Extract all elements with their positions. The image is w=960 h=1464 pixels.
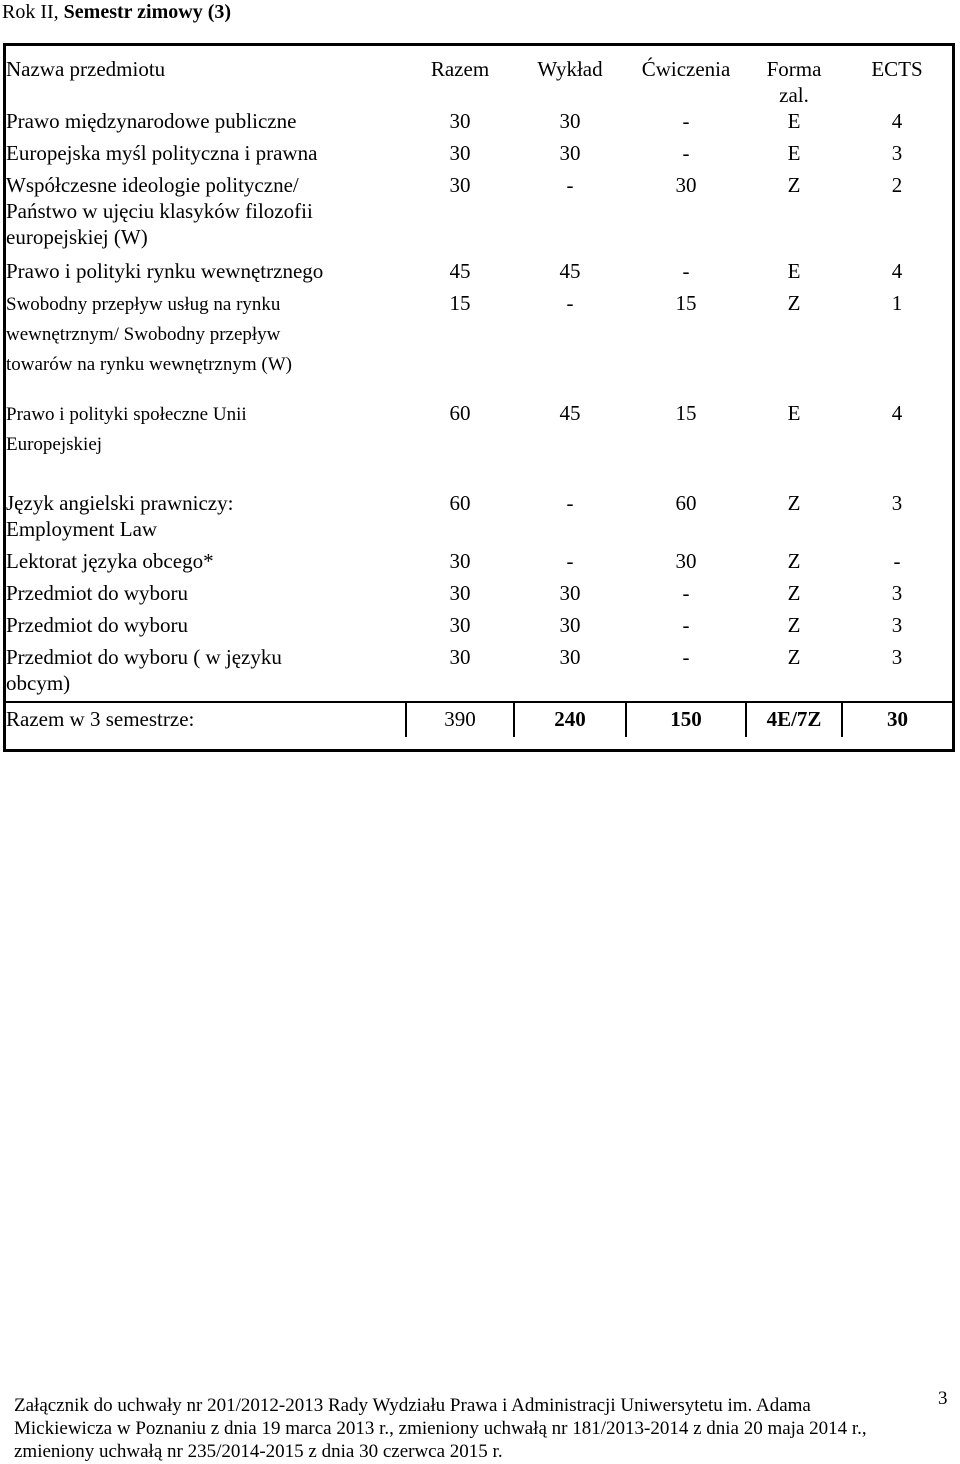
course-name [6, 490, 406, 548]
course-name-line: Państwo w ujęciu klasyków filozofii [6, 199, 313, 223]
course-name-line: Lektorat języka obcego* [6, 549, 214, 573]
course-name [6, 140, 406, 172]
course-name [6, 400, 406, 490]
cell-razem: 30 [449, 613, 471, 637]
heading-semester: Semestr zimowy (3) [63, 1, 232, 23]
footer-line: Mickiewicza w Poznaniu z dnia 19 marca 2013 r., zmieniony uchwałą nr 181/2013-2014 z dnia 20 maja 2014 r., [14, 1418, 867, 1439]
cell-cwiczenia: - [682, 613, 690, 637]
table-row [6, 644, 952, 702]
cell-forma: E [787, 401, 801, 425]
cell-razem: 60 [449, 401, 471, 425]
course-name-line: wewnętrznym/ Swobodny przepływ [6, 324, 281, 345]
cell-razem: 30 [449, 109, 471, 133]
course-name-line: Przedmiot do wyboru [6, 613, 188, 637]
summary-label: Razem w 3 semestrze: [6, 702, 406, 737]
course-table [6, 46, 952, 737]
cell-cwiczenia: 15 [675, 291, 697, 315]
cell-ects: 4 [891, 109, 903, 133]
cell-ects: 4 [891, 259, 903, 283]
course-name [6, 612, 406, 644]
cell-cwiczenia: - [682, 645, 690, 669]
header-cwiczenia: Ćwiczenia [641, 57, 731, 81]
course-name-line: towarów na rynku wewnętrznym (W) [6, 354, 292, 375]
cell-wyklad: 45 [559, 259, 581, 283]
summary-forma: 4E/7Z [746, 702, 842, 737]
course-name-line: Prawo i polityki społeczne Unii [6, 404, 247, 425]
cell-razem: 30 [449, 173, 471, 197]
course-name [6, 290, 406, 400]
header-forma-line2: zal. [779, 83, 809, 107]
header-name: Nazwa przedmiotu [6, 57, 166, 81]
course-name-line: Europejska myśl polityczna i prawna [6, 141, 318, 165]
header-forma-line1: Forma [766, 57, 822, 81]
summary-razem: 390 [406, 702, 514, 737]
cell-cwiczenia: - [682, 259, 690, 283]
summary-ects: 30 [842, 702, 952, 737]
cell-ects: 4 [891, 401, 903, 425]
table-row [6, 400, 952, 490]
course-name-line: europejskiej (W) [6, 225, 148, 249]
cell-forma: Z [787, 549, 801, 573]
cell-ects: 3 [891, 141, 903, 165]
cell-wyklad: 30 [559, 581, 581, 605]
table-row [6, 140, 952, 172]
cell-razem: 45 [449, 259, 471, 283]
cell-cwiczenia: - [682, 141, 690, 165]
cell-razem: 30 [449, 581, 471, 605]
cell-forma: E [787, 259, 801, 283]
cell-forma: Z [787, 613, 801, 637]
table-header-row [6, 46, 952, 108]
cell-razem: 30 [449, 645, 471, 669]
table-row [6, 490, 952, 548]
header-ects: ECTS [871, 57, 923, 81]
cell-ects: 3 [891, 613, 903, 637]
course-name-line: Swobodny przepływ usług na rynku [6, 294, 281, 315]
cell-wyklad: - [566, 549, 574, 573]
course-name-line: Język angielski prawniczy: [6, 491, 234, 515]
cell-ects: - [893, 549, 901, 573]
course-name-line: Prawo i polityki rynku wewnętrznego [6, 259, 324, 283]
cell-wyklad: 30 [559, 613, 581, 637]
table-row [6, 548, 952, 580]
cell-ects: 3 [891, 581, 903, 605]
cell-ects: 2 [891, 173, 903, 197]
cell-cwiczenia: 15 [675, 401, 697, 425]
cell-wyklad: 30 [559, 109, 581, 133]
course-name [6, 108, 406, 140]
cell-cwiczenia: - [682, 109, 690, 133]
header-forma [746, 46, 842, 108]
table-row [6, 108, 952, 140]
table-row [6, 290, 952, 400]
cell-forma: Z [787, 491, 801, 515]
cell-forma: Z [787, 581, 801, 605]
course-name-line: Employment Law [6, 517, 158, 541]
cell-forma: Z [787, 291, 801, 315]
cell-forma: E [787, 141, 801, 165]
cell-cwiczenia: 30 [675, 173, 697, 197]
cell-forma: E [787, 109, 801, 133]
heading-prefix: Rok II, [2, 1, 64, 23]
page-number: 3 [938, 1388, 948, 1409]
cell-ects: 3 [891, 645, 903, 669]
cell-cwiczenia: 30 [675, 549, 697, 573]
cell-ects: 3 [891, 491, 903, 515]
course-name [6, 172, 406, 258]
course-name [6, 644, 406, 702]
cell-ects: 1 [891, 291, 903, 315]
footer-note [14, 1394, 950, 1463]
cell-wyklad: 30 [559, 645, 581, 669]
course-name [6, 548, 406, 580]
course-name [6, 258, 406, 290]
course-name-line: Prawo międzynarodowe publiczne [6, 109, 297, 133]
cell-forma: Z [787, 645, 801, 669]
cell-wyklad: 45 [559, 401, 581, 425]
table-row [6, 258, 952, 290]
summary-wyklad: 240 [514, 702, 626, 737]
summary-cwiczenia: 150 [626, 702, 746, 737]
course-name-line: obcym) [6, 671, 71, 695]
cell-razem: 30 [449, 549, 471, 573]
course-name-line: Europejskiej [6, 434, 103, 455]
course-name-line: Przedmiot do wyboru ( w języku [6, 645, 282, 669]
cell-razem: 15 [449, 291, 471, 315]
table-row [6, 580, 952, 612]
cell-razem: 60 [449, 491, 471, 515]
cell-razem: 30 [449, 141, 471, 165]
section-heading [2, 0, 231, 24]
table-row [6, 612, 952, 644]
summary-row [6, 702, 952, 737]
course-name [6, 580, 406, 612]
cell-forma: Z [787, 173, 801, 197]
cell-wyklad: - [566, 291, 574, 315]
cell-wyklad: 30 [559, 141, 581, 165]
course-name-line: Przedmiot do wyboru [6, 581, 188, 605]
table-row [6, 172, 952, 258]
cell-cwiczenia: 60 [675, 491, 697, 515]
header-wyklad: Wykład [537, 57, 603, 81]
footer-line: zmieniony uchwałą nr 235/2014-2015 z dnia 30 czerwca 2015 r. [14, 1441, 503, 1462]
cell-wyklad: - [566, 491, 574, 515]
header-razem: Razem [430, 57, 490, 81]
cell-wyklad: - [566, 173, 574, 197]
cell-cwiczenia: - [682, 581, 690, 605]
course-name-line: Współczesne ideologie polityczne/ [6, 173, 299, 197]
footer-line: Załącznik do uchwały nr 201/2012-2013 Rady Wydziału Prawa i Administracji Uniwersytetu im. Adama [14, 1395, 811, 1416]
